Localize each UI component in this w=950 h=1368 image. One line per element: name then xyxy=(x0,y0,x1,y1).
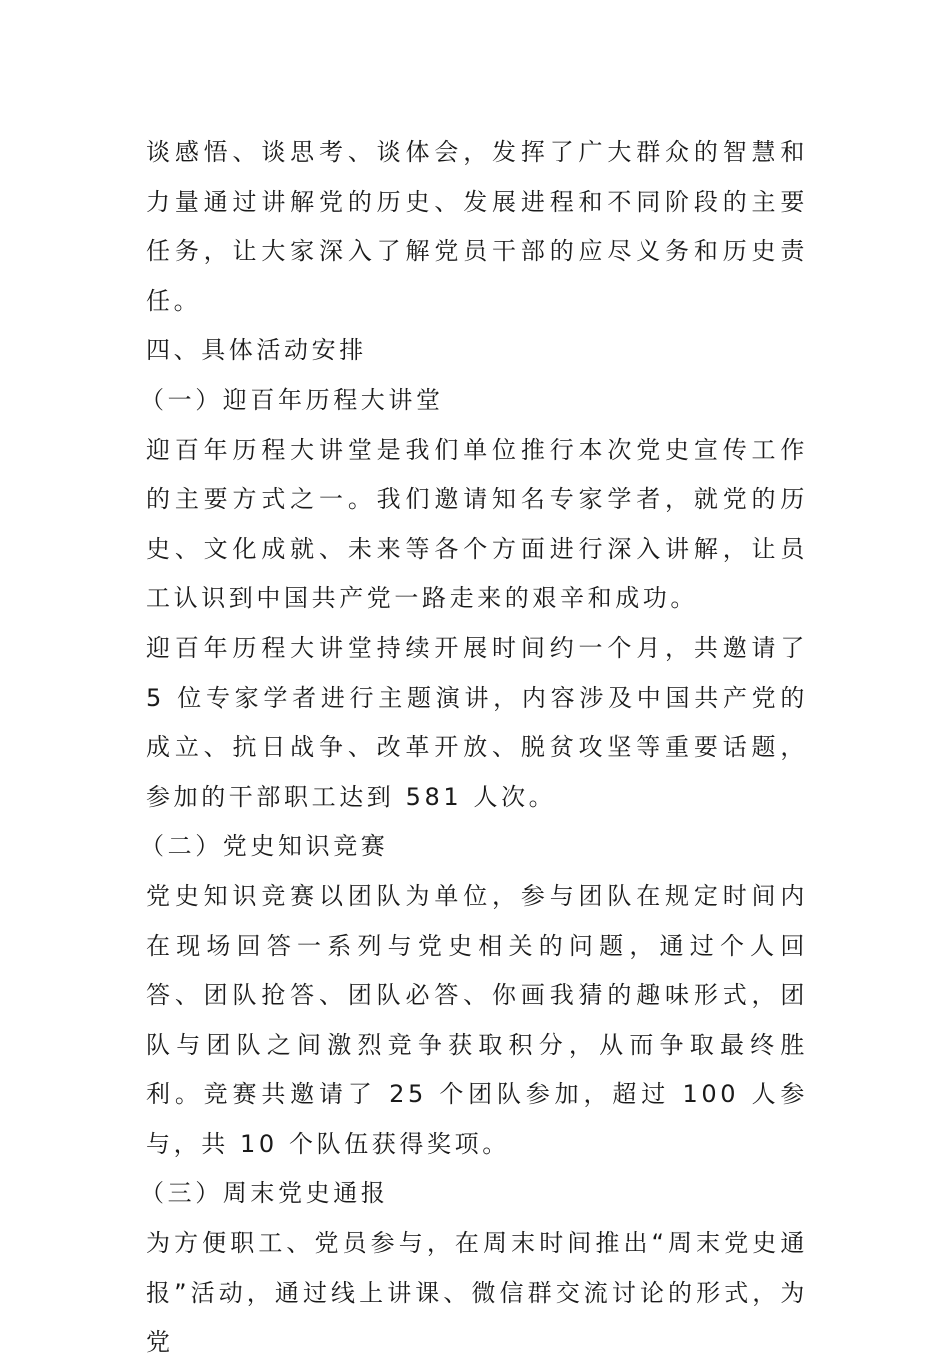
paragraph-lecture-intro: 迎百年历程大讲堂是我们单位推行本次党史宣传工作的主要方式之一。我们邀请知名专家学者，就党的历史、文化成就、未来等各个方面进行深入讲解，让员工认识到中国共产党一路走来的艰辛和成功。 xyxy=(146,435,808,613)
paragraph-intro-continuation: 谈感悟、谈思考、谈体会，发挥了广大群众的智慧和力量通过讲解党的历史、发展进程和不同阶段的主要任务，让大家深入了解党员干部的应尽义务和历史责任。 xyxy=(146,138,808,315)
subsection-heading-1: （一）迎百年历程大讲堂 xyxy=(140,385,444,414)
subsection-heading-3: （三）周末党史通报 xyxy=(140,1179,389,1208)
subsection-heading-2: （二）党史知识竞赛 xyxy=(140,832,389,861)
section-heading-4: 四、具体活动安排 xyxy=(146,336,367,365)
paragraph-quiz-details: 党史知识竞赛以团队为单位，参与团队在规定时间内在现场回答一系列与党史相关的问题，通过个人回答、团队抢答、团队必答、你画我猜的趣味形式，团队与团队之间激烈竞争获取积分，从而争取最终胜利。竞赛共邀请了 25 个团队参加，超过 100 人参与，共 10 个队伍获得奖项。 xyxy=(146,881,808,1158)
document-body xyxy=(140,128,808,1368)
paragraph-weekend-report: 为方便职工、党员参与，在周末时间推出“周末党史通报”活动，通过线上讲课、微信群交流讨论的形式，为党 xyxy=(146,1229,808,1357)
paragraph-lecture-details: 迎百年历程大讲堂持续开展时间约一个月，共邀请了 5 位专家学者进行主题演讲，内容涉及中国共产党的成立、抗日战争、改革开放、脱贫攻坚等重要话题，参加的干部职工达到 581 人次。 xyxy=(146,633,808,811)
